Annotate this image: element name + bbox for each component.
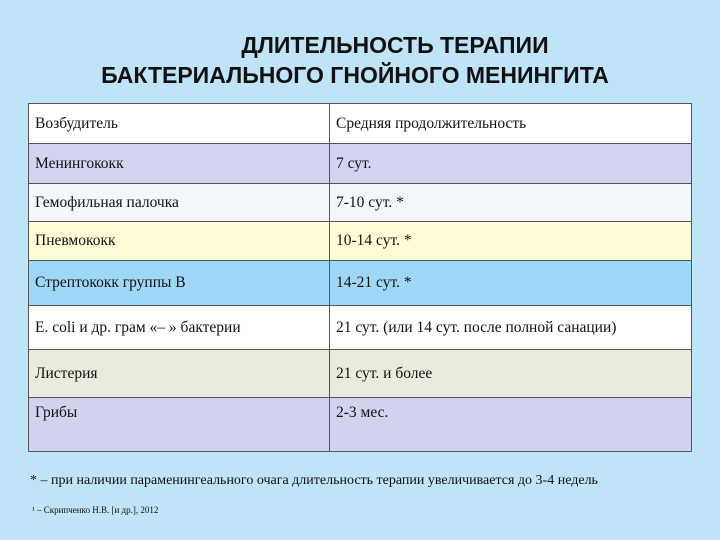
header-pathogen: Возбудитель [29, 104, 330, 144]
duration-cell: 21 сут. и более [330, 350, 692, 398]
duration-cell: 2-3 мес. [330, 398, 692, 452]
duration-cell: 14-21 сут. * [330, 261, 692, 306]
source-citation: ¹ – Скрипченко Н.В. [и др.], 2012 [32, 505, 159, 515]
header-duration: Средняя продолжительность [330, 104, 692, 144]
footnote: * – при наличии параменингеального очага длительность терапии увеличивается до 3-4 недель [30, 473, 598, 488]
pathogen-cell: E. coli и др. грам «– » бактерии [29, 306, 330, 350]
duration-cell: 10-14 сут. * [330, 222, 692, 261]
table-row [29, 398, 692, 452]
duration-cell: 21 сут. (или 14 сут. после полной санации) [330, 306, 692, 350]
title-line-2: БАКТЕРИАЛЬНОГО ГНОЙНОГО МЕНИНГИТА [101, 62, 609, 88]
title-line-1: ДЛИТЕЛЬНОСТЬ ТЕРАПИИ [241, 32, 549, 58]
table-row [29, 222, 692, 261]
pathogen-cell: Менингококк [29, 144, 330, 184]
table-row [29, 144, 692, 184]
pathogen-cell: Листерия [29, 350, 330, 398]
pathogen-cell: Грибы [29, 398, 330, 452]
duration-cell: 7 сут. [330, 144, 692, 184]
table-row [29, 184, 692, 222]
page-title [0, 30, 720, 90]
duration-cell: 7-10 сут. * [330, 184, 692, 222]
pathogen-cell: Стрептококк группы В [29, 261, 330, 306]
table-header-row [29, 104, 692, 144]
table-row [29, 350, 692, 398]
pathogen-cell: Пневмококк [29, 222, 330, 261]
pathogen-cell: Гемофильная палочка [29, 184, 330, 222]
table-row [29, 261, 692, 306]
table-row [29, 306, 692, 350]
therapy-duration-table [28, 103, 692, 452]
